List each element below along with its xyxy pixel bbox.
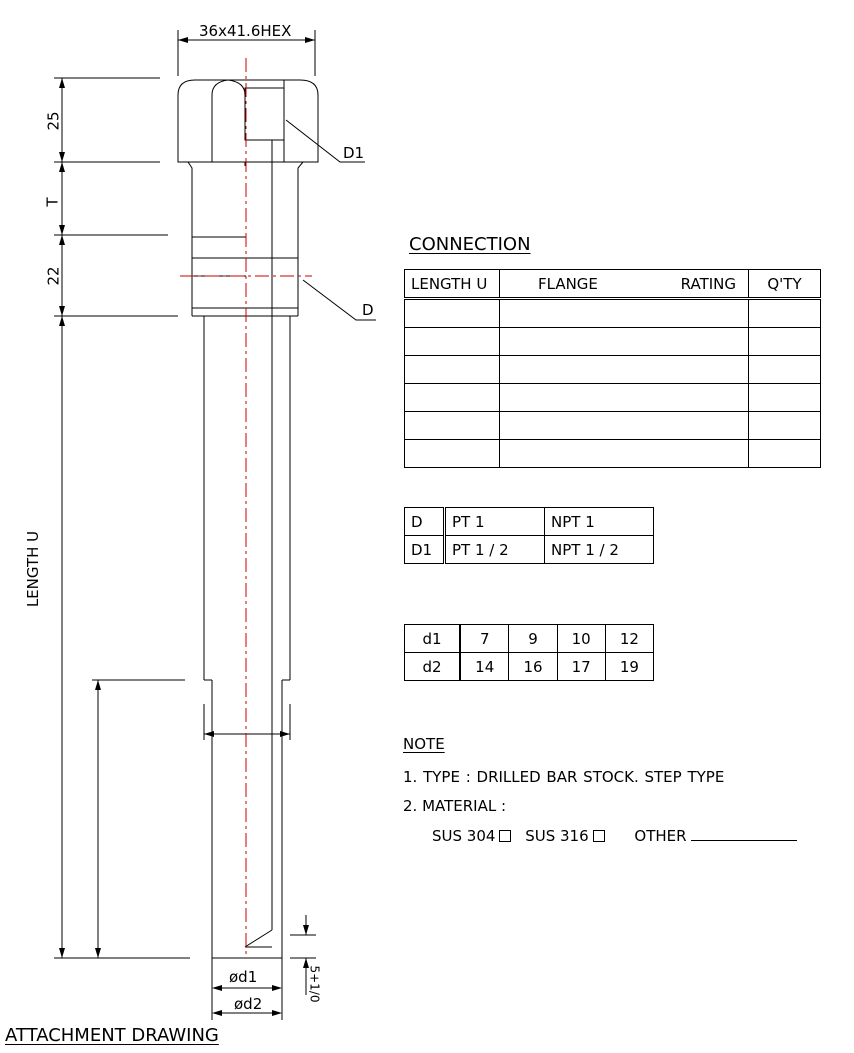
thread-table — [404, 507, 654, 564]
dim-t-label: T — [43, 197, 62, 207]
table-row — [405, 384, 821, 412]
connection-table — [404, 269, 821, 468]
hex-head — [178, 80, 318, 162]
dia-d2-label: ød2 — [234, 995, 263, 1013]
size-table — [404, 624, 654, 681]
table-row: d2 14 16 17 19 — [405, 653, 654, 681]
thread-key: D — [405, 508, 445, 536]
table-row — [405, 412, 821, 440]
d1-socket — [245, 88, 284, 140]
thread-band — [192, 258, 298, 308]
material-options — [432, 829, 797, 844]
hex-flat-line — [228, 80, 245, 95]
thread-key: D1 — [405, 536, 445, 564]
dia-d1-label: ød1 — [229, 968, 258, 986]
table-row — [405, 299, 821, 328]
col-header-length-u: LENGTH U — [405, 270, 500, 299]
d1-callout-label: D1 — [343, 144, 365, 162]
table-row: D1 PT 1 / 2 NPT 1 / 2 — [405, 536, 654, 564]
dim-22-label: 22 — [44, 266, 63, 286]
length-u-label: LENGTH U — [24, 530, 43, 608]
tolerance-5-label: 5+1/0 — [307, 965, 322, 1003]
col-header-flange: FLANGE — [538, 274, 598, 293]
sus304-checkbox[interactable] — [499, 830, 511, 842]
table-row — [405, 440, 821, 468]
dim-25-label: 25 — [44, 111, 63, 131]
col-header-qty: Q'TY — [749, 270, 821, 299]
hex-flat-line — [212, 80, 228, 162]
d-callout-label: D — [362, 301, 374, 319]
col-header-flange-rating — [500, 270, 749, 299]
table-row — [405, 356, 821, 384]
hex-dimension-label: 36x41.6HEX — [199, 22, 292, 40]
note-line-2: 2. MATERIAL : — [403, 797, 507, 815]
sus316-label: SUS 316 — [525, 827, 589, 845]
table-row: d1 7 9 10 12 — [405, 625, 654, 653]
col-header-rating: RATING — [680, 274, 736, 293]
table-row: D PT 1 NPT 1 — [405, 508, 654, 536]
table-row — [405, 328, 821, 356]
sus304-label: SUS 304 — [432, 827, 496, 845]
other-label: OTHER — [634, 827, 687, 845]
attachment-drawing-caption: ATTACHMENT DRAWING — [5, 1025, 219, 1046]
table-header-row — [405, 270, 821, 299]
note-title: NOTE — [403, 735, 445, 753]
connection-title: CONNECTION — [409, 234, 531, 255]
other-blank-line[interactable] — [691, 840, 797, 841]
note-line-1: 1. TYPE : DRILLED BAR STOCK. STEP TYPE — [403, 768, 725, 786]
sus316-checkbox[interactable] — [593, 830, 605, 842]
